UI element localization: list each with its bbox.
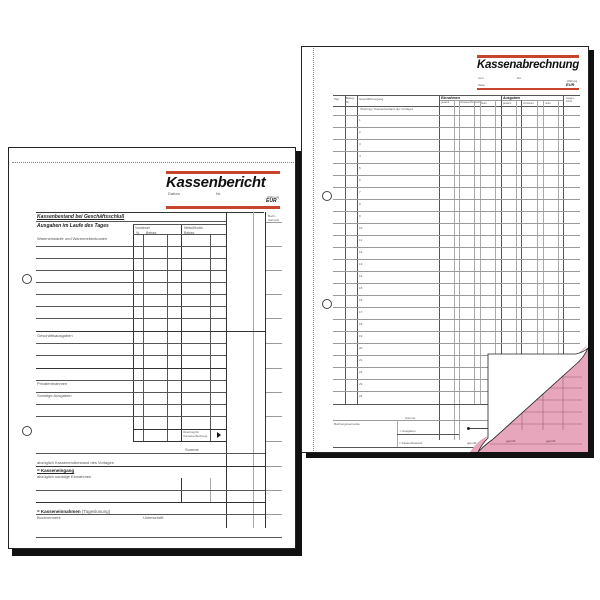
row-line (333, 175, 580, 176)
row-line (333, 139, 580, 140)
row-line (36, 343, 226, 344)
buch-line (266, 368, 282, 369)
row-number: 17 (359, 310, 363, 314)
row-number: 14 (359, 274, 363, 278)
col-vorsteuer: Vorsteuer (135, 226, 150, 230)
first-row-text: Übertrag / Kassenbestand des Vortages (360, 107, 414, 111)
col-einnahmen-vst: Vorsteuer/Umsatzst. (460, 101, 483, 104)
row-line (333, 283, 580, 284)
col-ausgaben-netto: netto (545, 102, 551, 105)
row-line (36, 355, 226, 356)
row-label-privatentnahmen: Privatentnahmen (37, 381, 68, 386)
row-line (36, 502, 265, 503)
row-label-sonstige: Sonstige Ausgaben (37, 393, 72, 398)
buch-line (266, 270, 282, 271)
bis-label: bis (517, 76, 521, 80)
buch-line (266, 416, 282, 417)
signature-line (36, 537, 282, 538)
col-line (210, 234, 211, 441)
row-number: 12 (359, 250, 363, 254)
row-line (333, 127, 580, 128)
col-ausgaben-gesamt: gesamt (503, 102, 512, 105)
summe-label: Summe (405, 416, 416, 420)
col-line (133, 224, 134, 441)
row-line (36, 282, 226, 283)
perforation-line-vertical (313, 48, 314, 451)
row-number: 23 (359, 382, 363, 386)
col-einnahmen: Einnahmen (441, 96, 460, 100)
col-line (181, 224, 182, 441)
col-line (143, 234, 144, 441)
row-line (333, 331, 580, 332)
col-buchvermerk: Buch.-Vermerk (268, 214, 280, 222)
buch-line (266, 466, 282, 467)
col-line (439, 95, 440, 440)
kassenbestand-label: = Kassenbestand (399, 441, 423, 445)
perforation-line (12, 162, 294, 163)
row-line (36, 294, 226, 295)
datum-label: Datum (168, 191, 180, 196)
col-einnahmen-netto: netto (481, 102, 487, 105)
abzueglich-label: abzüglich Kassenendbestand des Vortages (37, 460, 114, 465)
col-einnahmen-gesamt: gesamt (441, 101, 450, 104)
title-bar-top (477, 55, 579, 58)
uebertrag-label: Übertrag für Vorsteuerbuchung (183, 430, 208, 438)
row-line (36, 466, 265, 467)
waehrung-label: Währung (567, 80, 578, 83)
title-bar-bottom (477, 88, 579, 90)
row-line (333, 151, 580, 152)
row-line (333, 163, 580, 164)
col-line (265, 212, 266, 528)
buch-line (266, 514, 282, 515)
buch-line (266, 441, 282, 442)
row-line (36, 331, 265, 332)
row-line (36, 318, 226, 319)
row-number: 20 (359, 346, 363, 350)
buch-line (266, 490, 282, 491)
col-geschaeftsvorgang: Geschäftsvorgang (359, 97, 384, 101)
form-title: Kassenabrechnung (477, 59, 579, 71)
row-number: 11 (359, 238, 363, 242)
col-netto: Netto/Brutto (184, 226, 203, 230)
row-line (36, 404, 226, 405)
col-line (253, 212, 254, 528)
row-line (36, 416, 226, 417)
punch-hole (322, 191, 332, 201)
row-line (333, 247, 580, 248)
row-line (36, 306, 226, 307)
row-line (36, 258, 226, 259)
form-title: Kassenbericht (166, 174, 266, 191)
row-line (333, 235, 580, 236)
col-header-divider (133, 224, 226, 225)
summe-label: Summe (185, 447, 199, 452)
table-top-border (36, 212, 264, 213)
geprueft-label-1: geprüft (467, 441, 477, 445)
heading-divider (36, 221, 226, 222)
row-label-wareneinkaeufe: Wareneinkäufe und Warennebenkosten (37, 236, 108, 241)
row-line (133, 441, 226, 442)
nr-label: Nr. (216, 191, 222, 196)
row-number: 18 (359, 322, 363, 326)
row-line (333, 319, 580, 320)
kasseneingang-label: = Kasseneingang (37, 468, 75, 473)
row-number: 13 (359, 262, 363, 266)
row-number: 19 (359, 334, 363, 338)
col-line (345, 95, 346, 404)
col-header-divider (133, 234, 226, 235)
col-betrag: Betrag (146, 231, 157, 235)
geprueft-label-2: geprüft (506, 439, 516, 443)
row-line (133, 429, 226, 430)
row-line (36, 270, 226, 271)
vom-label: vom (478, 76, 484, 80)
row-number: 8 (359, 202, 361, 206)
title-bar-bottom (166, 206, 280, 209)
row-line (36, 246, 226, 247)
row-number: 22 (359, 370, 363, 374)
buchvermerk-label: Buchvermerk (37, 515, 61, 520)
buchungsvermerke-label: Buchungsvermerke (334, 422, 360, 426)
row-number: 3 (359, 142, 361, 146)
seite-label: Seite (478, 83, 485, 87)
buch-line (266, 246, 282, 247)
col-tag: Tag (334, 97, 339, 101)
buch-line (266, 294, 282, 295)
col-netto-betrag: Betrag (184, 231, 195, 235)
row-number: 7 (359, 190, 361, 194)
kasseneinnahmen-suffix: (Tageslosung) (81, 509, 111, 514)
col-gegenkonto: Gegen-konto (566, 97, 575, 103)
row-line (36, 453, 265, 454)
row-line (333, 187, 580, 188)
row-line (333, 259, 580, 260)
row-number: 4 (359, 154, 361, 158)
geprueft-label-3: geprüft (546, 439, 556, 443)
row-line (333, 271, 580, 272)
row-number: 15 (359, 286, 363, 290)
row-number: 24 (359, 394, 363, 398)
row-line (333, 115, 580, 116)
row-number: 2 (359, 130, 361, 134)
unterschrift-label: Unterschrift (143, 515, 164, 520)
punch-hole (22, 426, 32, 436)
carbon-copy-curl (470, 340, 594, 460)
buch-line (266, 318, 282, 319)
ausgaben-label: ./. Ausgaben (399, 429, 416, 433)
col-line (167, 234, 168, 441)
punch-hole (22, 274, 32, 284)
col-ausgaben: Ausgaben (503, 96, 520, 100)
row-line (333, 295, 580, 296)
buch-line (266, 392, 282, 393)
row-line (333, 223, 580, 224)
row-label-geschaeftsausgaben: Geschäftsausgaben (37, 333, 73, 338)
row-line (36, 490, 265, 491)
col-line (226, 212, 227, 528)
row-number: 10 (359, 226, 363, 230)
section-heading-ausgaben: Ausgaben im Laufe des Tages (37, 223, 109, 229)
row-line (333, 307, 580, 308)
buch-line (266, 343, 282, 344)
row-number: 21 (359, 358, 363, 362)
col-beleg-nr: Beleg-Nr. (346, 96, 355, 104)
col-pct: % (136, 231, 140, 235)
punch-hole (322, 299, 332, 309)
row-number: 6 (359, 178, 361, 182)
col-line (357, 95, 358, 404)
row-number: 5 (359, 166, 361, 170)
col-ausgaben-vst: Vorsteuer (523, 102, 534, 105)
row-line (36, 368, 226, 369)
kasseneinnahmen-text: = Kasseneinnahmen (37, 509, 81, 514)
arrow-right-icon (217, 432, 221, 438)
row-line (333, 211, 580, 212)
waehrung-value: EUR (566, 82, 575, 87)
section-heading-kassenbestand: Kassenbestand bei Geschäftsschluß (37, 214, 125, 220)
buch-header-divider (266, 222, 282, 223)
row-line (333, 199, 580, 200)
row-number: 9 (359, 214, 361, 218)
row-line (397, 434, 459, 435)
waehrung-value: EUR (266, 198, 277, 204)
row-number: 1 (359, 118, 361, 122)
abzueglich-sonstige-label: abzüglich sonstige Einnahmen (37, 474, 92, 479)
waehrung-label: Währung (267, 195, 280, 199)
row-number: 16 (359, 298, 363, 302)
